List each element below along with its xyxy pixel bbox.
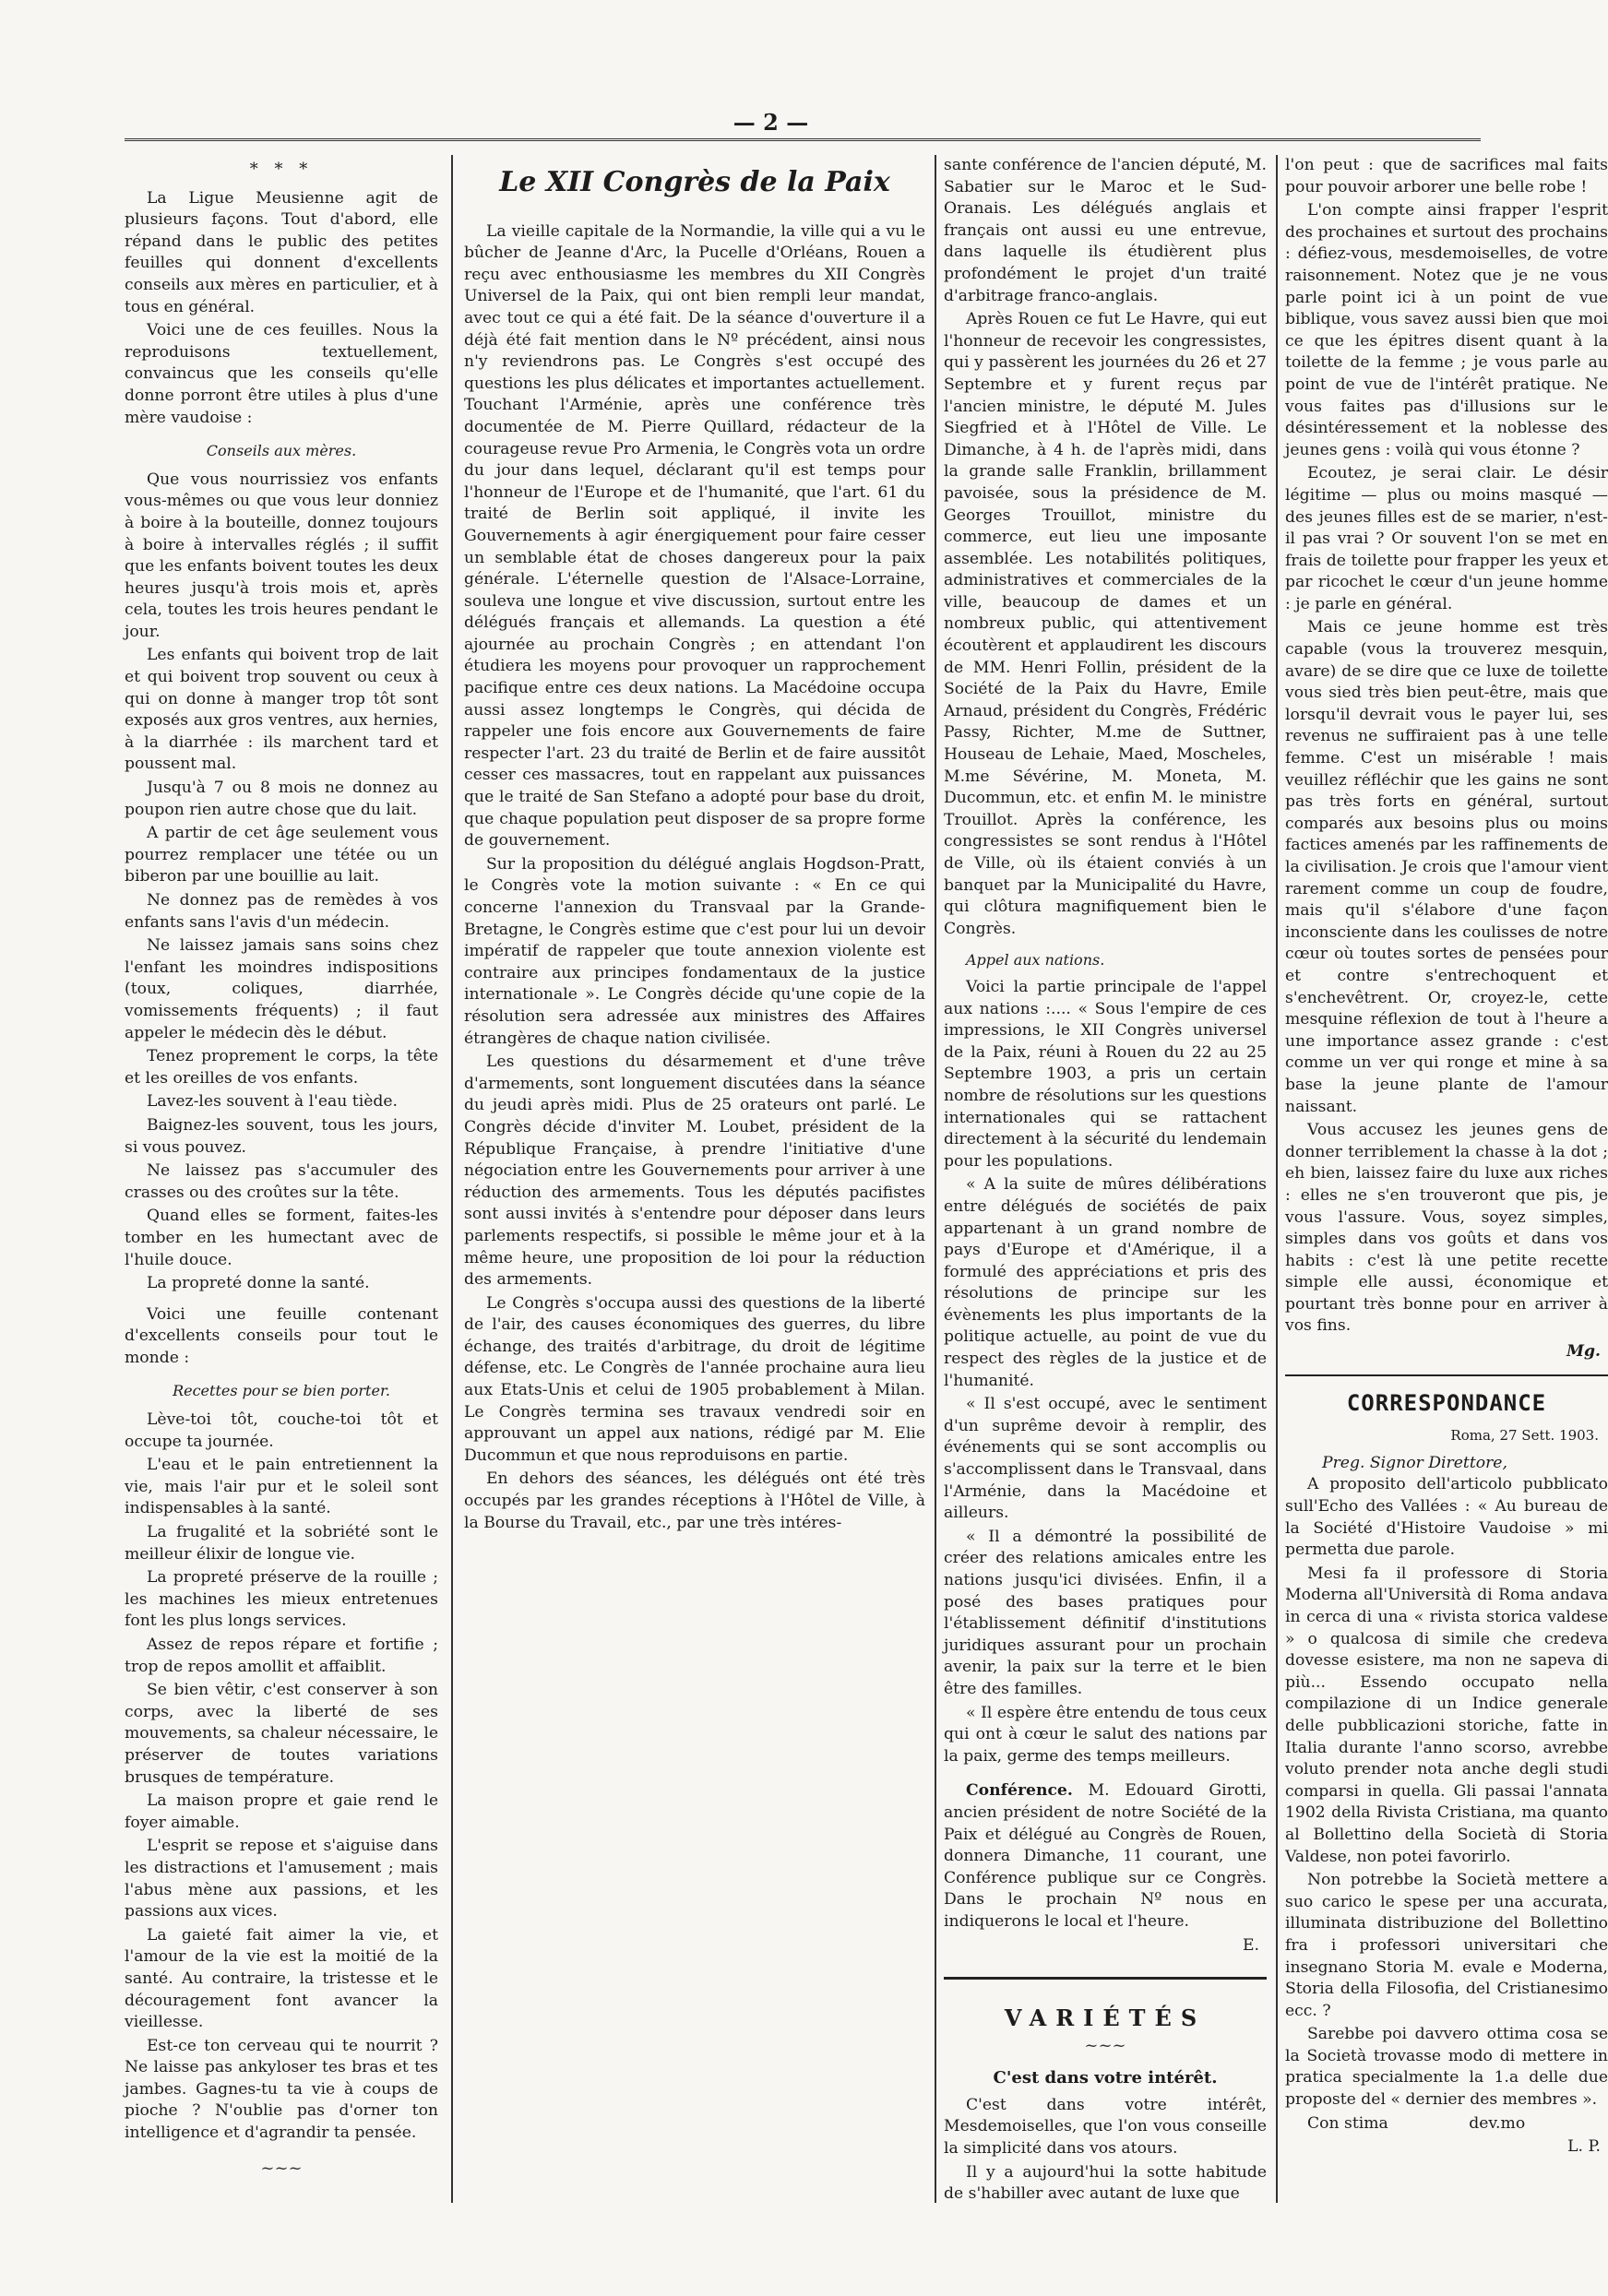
closing: Con stima dev.mo xyxy=(1307,2113,1526,2133)
paragraph: Voici la partie principale de l'appel aux nations :.... « Sous l'empire de ces impressions, le XII Congrès universel de la Paix, réuni à Rouen du 22 au 25 Septembre 1903, a pris un certain nombre de résolutions sur les questions internationales qui se rattachent directement à la sécurité du lendemain pour les populations. xyxy=(944,977,1267,1171)
paragraph: Sarebbe poi davvero ottima cosa se la Società trovasse modo di mettere in pratica specialmente la 1.a delle due proposte del « dernier des membres ». xyxy=(1285,2025,1608,2110)
paragraph: Tenez proprement le corps, la tête et les oreilles de vos enfants. xyxy=(125,1047,438,1088)
paragraph: Quand elles se forment, faites-les tomber en les humectant avec de l'huile douce. xyxy=(125,1207,438,1269)
paragraph: A proposito dell'articolo pubblicato sull'Echo des Vallées : « Au bureau de la Société d'Histoire Vaudoise » mi permetta due parole. xyxy=(1285,1475,1608,1560)
paragraph: « Il s'est occupé, avec le sentiment d'un suprême devoir à remplir, des événements qui se sont accomplis ou s'accomplissent dans le Transvaal, dans l'Arménie, dans la Macédoine et ailleurs. xyxy=(944,1395,1267,1523)
column-congres-suite xyxy=(944,155,1267,2221)
paragraph: Mesi fa il professore di Storia Moderna all'Università di Roma andava in cerca di una « rivista storica valdese » o qualcosa di simile che credeva dovesse esistere, ma non ne sapeva di più... Essendo occupato nella compilazione di un Indice generale delle pubblicazioni storiche, fatte in Italia durante l'anno scorso, avrebbe voluto prender nota anche degli studi comparsi in quella. Gli passai l'annata 1902 della Rivista Cristiana, ma quanto al Bollettino della Società di Storia Valdese, non potei favorirlo. xyxy=(1285,1564,1608,1866)
paragraph: La propreté donne la santé. xyxy=(147,1274,370,1293)
paragraph: Le Congrès s'occupa aussi des questions de la liberté de l'air, des causes économiques des guerres, du libre échange, des traités d'arbitrage, du droit de légitime défense, etc. Le Congrès de l'année prochaine aura lieu aux Etats-Unis et celui de 1905 probablement à Milan. Le Congrès termina ses travaux vendredi soir en approuvant un appel aux nations, rédigé par M. Elie Ducommun et que nous reproduisons en partie. xyxy=(464,1293,925,1465)
paragraph: « A la suite de mûres délibérations entre délégués de sociétés de paix appartenant à un grand nombre de pays d'Europe et d'Amérique, il a formulé des appréciations et pris des résolutions de principe sur les évènements les plus importants de la politique actuelle, au point de vue du respect des règles de la justice et de l'humanité. xyxy=(944,1175,1267,1390)
paragraph: Les enfants qui boivent trop de lait et qui boivent trop souvent ou ceux à qui on donne à manger trop tôt sont exposés aux gros ventres, aux hernies, à la diarrhée : ils marchent tard et poussent mal. xyxy=(125,646,438,774)
page-columns xyxy=(125,155,1608,2221)
paragraph: Que vous nourrissiez vos enfants vous-mêmes ou que vous leur donniez à boire à la bouteille, donnez toujours à boire à intervalles réglés ; il suffit que les enfants boivent toutes les deux heures jusqu'à trois mois et, après cela, toutes les trois heures pendant le jour. xyxy=(125,470,438,641)
paragraph: La vieille capitale de la Normandie, la ville qui a vu le bûcher de Jeanne d'Arc, la Pucelle d'Orléans, Rouen a reçu avec enthousiasme les membres du XII Congrès Universel de la Paix, qui ont bien rempli leur mandat, avec tout ce qui a été fait. De la séance d'ouverture il a déjà été fait mention dans le Nº précédent, ainsi nous n'y reviendrons pas. Le Congrès s'est occupé des questions les plus délicates et importantes actuellement. Touchant l'Arménie, après une conférence très documentée de M. Pierre Quillard, rédacteur de la courageuse revue Pro Armenia, le Congrès vota un ordre du jour dans lequel, déclarant qu'il est temps pour l'honneur de l'Europe et de l'humanité, que l'art. 61 du traité de Berlin soit appliqué, il invite les Gouvernements à agir énergiquement pour faire cesser un semblable état de choses dangereux pour la paix générale. L'éternelle question de l'Alsace-Lorraine, souleva une longue et vive discussion, surtout entre les délégués français et allemands. La question a été ajournée au prochain Congrès ; en attendant l'on étudiera les moyens pour provoquer un rapprochement pacifique entre ces deux nations. La Macédoine occupa aussi assez longtemps le Congrès, qui décida de rappeler une fois encore aux Gouvernements de faire respecter l'art. 23 du traité de Berlin et de faire aussitôt cesser ces massacres, tout en rappelant aux puissances que le traité de San Stefano a adopté pour base du droit, que chaque population peut disposer de sa propre forme de gouvernement. xyxy=(464,221,925,851)
paragraph: sante conférence de l'ancien député, M. Sabatier sur le Maroc et le Sud-Oranais. Les délégués anglais et français ont aussi eu une entrevue, dans laquelle ils étudièrent plus profondément le projet d'un traité d'arbitrage franco-anglais. xyxy=(944,156,1267,305)
paragraph: Baignez-les souvent, tous les jours, si vous pouvez. xyxy=(125,1115,438,1157)
paragraph: En dehors des séances, les délégués ont été très occupés par les grandes réceptions à l'Hôtel de Ville, à la Bourse du Travail, etc., par une très intéres- xyxy=(464,1469,925,1532)
section-rule xyxy=(944,1977,1267,1980)
paragraph: Ne laissez pas s'accumuler des crasses ou des croûtes sur la tête. xyxy=(125,1161,438,1202)
paragraph: C'est dans votre intérêt, Mesdemoiselles, que l'on vous conseille la simplicité dans vos atours. xyxy=(944,2095,1267,2159)
paragraph: Non potrebbe la Società mettere a suo carico le spese per una accurata, illuminata distribuzione del Bollettino fra i professori universitari che insegnano Storia M. evale e Moderna, Storia della Filosofia, del Cristianesimo ecc. ? xyxy=(1285,1871,1608,2020)
paragraph: L'eau et le pain entretiennent la vie, mais l'air pur et le soleil sont indispensables à la santé. xyxy=(125,1456,438,1518)
paragraph: « Il a démontré la possibilité de créer des relations amicales entre les nations jusqu'ici divisées. Enfin, il a posé des bases pratiques pour l'établissement définitif d'institutions juridiques assurant pour un prochain avenir, la paix sur la terre et le bien être des familles. xyxy=(944,1527,1267,1698)
paragraph: Après Rouen ce fut Le Havre, qui eut l'honneur de recevoir les congressistes, qui y passèrent les journées du 26 et 27 Septembre et y furent reçus par l'ancien ministre, le député M. Jules Siegfried et à l'Hôtel de Ville. Le Dimanche, à 4 h. de l'après midi, dans la grande salle Franklin, brillamment pavoisée, sous la présidence de M. Georges Trouillot, ministre du commerce, eut lieu une imposante assemblée. Les notabilités politiques, administratives et commerciales de la ville, beaucoup de dames et un nombreux public, qui attentivement écoutèrent et applaudirent les discours de MM. Henri Follin, président de la Société de la Paix du Havre, Emile Arnaud, président du Congrès, Frédéric Passy, Richter, M.me de Suttner, Houseau de Lehaie, Maed, Moscheles, M.me Sévérine, M. Moneta, M. Ducommun, etc. et enfin M. le ministre Trouillot. Après la conférence, les congressistes se sont rendus à l'Hôtel de Ville, où ils étaient conviés à un banquet par la Municipalité du Havre, qui clôtura magnifiquement bien le Congrès. xyxy=(944,310,1267,938)
salutation: Preg. Signor Direttore, xyxy=(1322,1453,1507,1472)
paragraph: Mais ce jeune homme est très capable (vous la trouverez mesquin, avare) de se dire que ce luxe de toilette vous sied très bien peut-être, mais que lorsqu'il devrait vous le payer lui, ses revenus ne suffiraient pas à une telle femme. C'est un misérable ! mais veuillez réfléchir que les gains ne sont pas très forts en général, surtout comparés aux besoins plus ou moins factices amenés par les raffinements de la civilisation. Je crois que l'amour vient rarement comme un coup de foudre, mais qu'il s'élabore d'une façon inconsciente dans les coulisses de notre cœur où toutes sortes de pensées pour et contre s'entrechoquent et s'enchevêtrent. Or, croyez-le, cette mesquine réflexion de tout à l'heure a une importance assez grande : c'est comme un ver qui ronge et mine à sa base la jeune plante de l'amour naissant. xyxy=(1285,618,1608,1116)
end-ornament: ~~~ xyxy=(260,2158,303,2178)
paragraph: L'on compte ainsi frapper l'esprit des prochaines et surtout des prochains : défiez-vous, mesdemoiselles, de votre raisonnement. Notez que je ne vous parle point ici à un point de vue biblique, vous savez aussi bien que moi ce que les épitres disent quant à la toilette de la femme ; je vous parle au point de vue de l'intérêt pratique. Ne vous faites pas d'illusions sur le désintéressement et la noblesse des jeunes gens : voilà qui vous étonne ? xyxy=(1285,201,1608,459)
article-title: Le XII Congrès de la Paix xyxy=(499,166,890,198)
column-varietes-suite xyxy=(1285,155,1608,2221)
paragraph: La Ligue Meusienne agit de plusieurs façons. Tout d'abord, elle répand dans le public des petites feuilles qui donnent d'excellents conseils aux mères en particulier, et à tous en général. xyxy=(125,188,438,316)
article-headline: C'est dans votre intérêt. xyxy=(993,2068,1218,2088)
paragraph: A partir de cet âge seulement vous pourrez remplacer une tétée ou un biberon par une bouillie au lait. xyxy=(125,824,438,886)
paragraph: Vous accusez les jeunes gens de donner terriblement la chasse à la dot ; eh bien, laissez faire du luxe aux riches : elles ne s'en trouveront que pis, je vous l'assure. Vous, soyez simples, simples dans vos goûts et dans vos habits : c'est là une petite recette simple elle aussi, économique et pourtant très bonne pour en arriver à vos fins. xyxy=(1285,1121,1608,1336)
section-title-correspondance: CORRESPONDANCE xyxy=(1346,1389,1547,1416)
paragraph: Lève-toi tôt, couche-toi tôt et occupe ta journée. xyxy=(125,1410,438,1451)
paragraph: « Il espère être entendu de tous ceux qui ont à cœur le salut des nations par la paix, germe des temps meilleurs. xyxy=(944,1703,1267,1766)
paragraph: Voici une de ces feuilles. Nous la reproduisons textuellement, convaincus que les conseils qu'elle donne porront être utiles à plus d'une mère vaudoise : xyxy=(125,321,438,427)
paragraph: Assez de repos répare et fortifie ; trop de repos amollit et affaiblit. xyxy=(125,1636,438,1676)
paragraph: La propreté préserve de la rouille ; les machines les mieux entretenues font les plus longs services. xyxy=(125,1568,438,1631)
paragraph: Les questions du désarmement et d'une trêve d'armements, sont longuement discutées dans la séance du jeudi après midi. Plus de 25 orateurs ont parlé. Le Congrès décide d'inviter M. Loubet, président de la République Française, à prendre l'initiative d'une négociation entre les Gouvernements pour arriver à une réduction des armements. Tous les députés pacifistes sont aussi invités à s'entendre pour déposer dans leurs parlements respectifs, si possible le même jour et à la même heure, une proposition de loi pour la réduction des armements. xyxy=(464,1053,925,1290)
section-rule xyxy=(1285,1374,1608,1376)
paragraph: Ecoutez, je serai clair. Le désir légitime — plus ou moins masqué — des jeunes filles est de se marier, n'est-il pas vrai ? Or souvent l'on se met en frais de toilette pour frapper les yeux et par ricochet le cœur d'un jeune homme : je parle en général. xyxy=(1285,464,1608,613)
conference-text: M. Edouard Girotti, ancien président de notre Société de la Paix et délégué au Congrès de Rouen, donnera Dimanche, 11 courant, une Conférence publique sur ce Congrès. Dans le prochain Nº nous en indiquerons le local et l'heure. xyxy=(944,1781,1267,1931)
paragraph: Lavez-les souvent à l'eau tiède. xyxy=(147,1092,399,1112)
paragraph: Est-ce ton cerveau qui te nourrit ? Ne laisse pas ankyloser tes bras et tes jambes. Gagnes-tu ta vie à coups de pioche ? N'oublie pas d'orner ton intelligence et d'agrandir ta pensée. xyxy=(125,2036,438,2143)
top-rule xyxy=(125,138,1481,141)
paragraph: Voici une feuille contenant d'excellents conseils pour tout le monde : xyxy=(125,1304,438,1367)
conference-lead: Conférence. xyxy=(966,1781,1073,1801)
signature: Mg. xyxy=(1566,1342,1601,1362)
subheading-conseils: Conseils aux mères. xyxy=(206,442,357,460)
asterism: * * * xyxy=(249,160,314,179)
paragraph: Il y a aujourd'hui la sotte habitude de s'habiller avec autant de luxe que xyxy=(944,2162,1267,2204)
column-divider xyxy=(935,155,936,2203)
section-title-varietes: VARIÉTÉS xyxy=(1004,2005,1207,2032)
paragraph: La maison propre et gaie rend le foyer aimable. xyxy=(125,1791,438,1832)
conference-notice xyxy=(944,1780,1267,1933)
paragraph: La gaieté fait aimer la vie, et l'amour de la vie est la moitié de la santé. Au contraire, la tristesse et le découragement font avancer la vieillesse. xyxy=(125,1925,438,2032)
paragraph: Ne donnez pas de remèdes à vos enfants sans l'avis d'un médecin. xyxy=(125,891,438,932)
paragraph: La frugalité et la sobriété sont le meilleur élixir de longue vie. xyxy=(125,1523,438,1564)
column-divider xyxy=(1276,155,1278,2203)
signature: E. xyxy=(1242,1935,1259,1955)
ornament: ~~~ xyxy=(1084,2035,1126,2055)
subheading-recettes: Recettes pour se bien porter. xyxy=(173,1382,390,1400)
column-congres-paix xyxy=(464,155,925,2221)
paragraph: L'esprit se repose et s'aiguise dans les distractions et l'amusement ; mais l'abus mène aux passions, et les passions aux vices. xyxy=(125,1837,438,1921)
dateline: Roma, 27 Sett. 1903. xyxy=(1450,1427,1599,1445)
subheading-appel: Appel aux nations. xyxy=(966,951,1105,970)
column-divider xyxy=(451,155,453,2203)
page-number: — 2 — xyxy=(733,109,809,136)
paragraph: l'on peut : que de sacrifices mal faits pour pouvoir arborer une belle robe ! xyxy=(1285,156,1608,196)
paragraph: Sur la proposition du délégué anglais Hogdson-Pratt, le Congrès vote la motion suivante : « En ce qui concerne l'annexion du Transvaal par la Grande-Bretagne, le Congrès estime que c'est pour lui un devoir impératif de rappeler que toute annexion violente est contraire aux principes fondamentaux de la justice internationale ». Le Congrès décide qu'une copie de la résolution sera adressée aux ministres des Affaires étrangères de chaque nation civilisée. xyxy=(464,854,925,1048)
paragraph: Se bien vêtir, c'est conserver à son corps, avec la liberté de ses mouvements, sa chaleur nécessaire, le préserver de toutes variations brusques de température. xyxy=(125,1681,438,1787)
paragraph: Jusqu'à 7 ou 8 mois ne donnez au poupon rien autre chose que du lait. xyxy=(125,779,438,819)
signature: L. P. xyxy=(1567,2137,1601,2157)
column-ligue-meusienne xyxy=(125,155,438,2221)
paragraph: Ne laissez jamais sans soins chez l'enfant les moindres indispositions (toux, coliques, diarrhée, vomissements fréquents) ; il faut appeler le médecin dès le début. xyxy=(125,936,438,1042)
